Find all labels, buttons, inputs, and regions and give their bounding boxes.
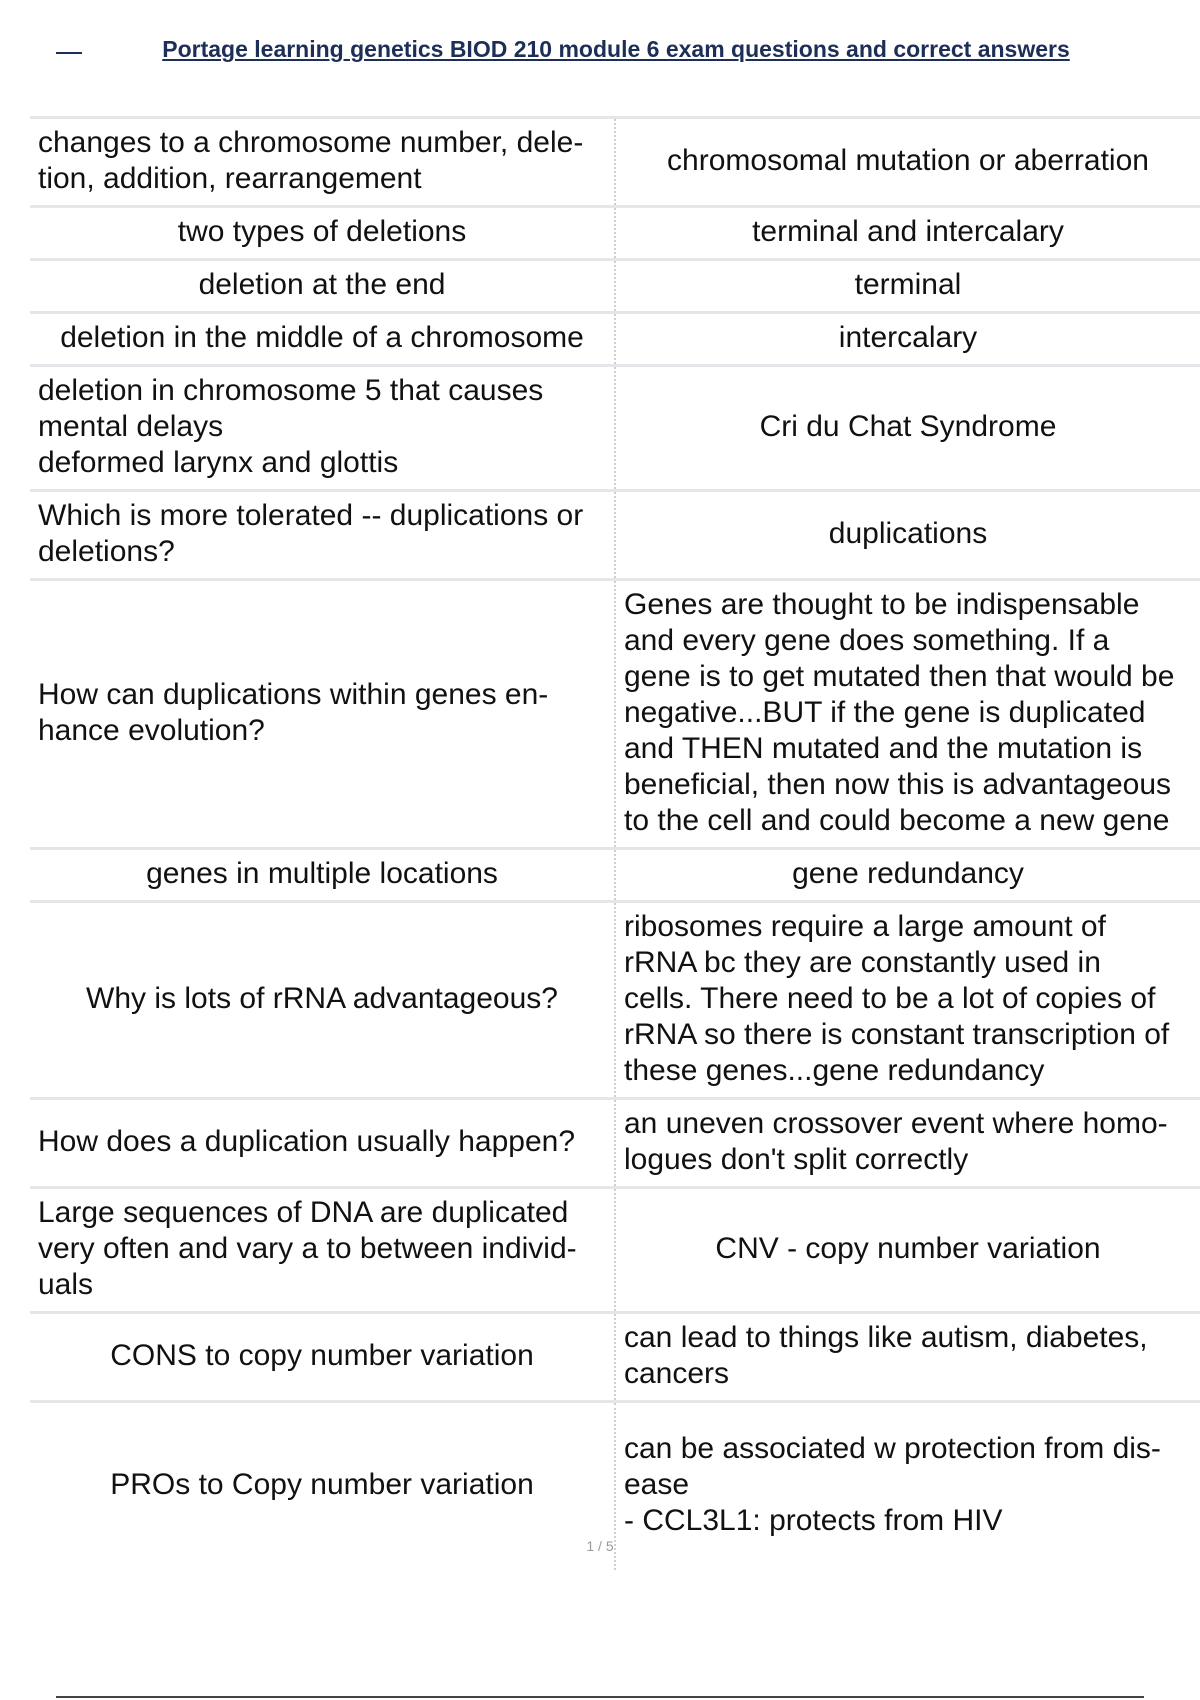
table-row [30,207,1200,260]
table-row [30,902,1200,1099]
table-row [30,366,1200,491]
table-row [30,118,1200,207]
question-cell: How can duplications within genes en- hance evolution? [30,580,615,849]
question-cell: changes to a chromosome number, dele- tion, addition, rearrangement [30,118,615,207]
table-row [30,580,1200,849]
table-row [30,313,1200,366]
answer-cell: intercalary [838,321,978,354]
footer-divider [56,1696,1144,1698]
question-cell: How does a duplication usually happen? [30,1099,615,1188]
answer-cell: CNV - copy number variation [715,1232,1101,1265]
question-cell: Which is more tolerated -- duplications or deletions? [30,491,615,580]
answer-cell: terminal and intercalary [752,215,1064,248]
question-cell: two types of deletions [30,207,615,260]
answer-cell: ribosomes require a large amount of rRNA bc they are constantly used in cells. There need to be a lot of copies of rRNA so there is constant transcription of these genes...gene redundancy [624,910,1170,1087]
question-cell: Why is lots of rRNA advantageous? [30,902,615,1099]
table-row [30,1099,1200,1188]
answer-cell: chromosomal mutation or aberration [667,144,1149,177]
answer-cell: terminal [854,268,962,301]
question-cell: Large sequences of DNA are duplicated very often and vary a to between individ- uals [30,1188,615,1313]
title-strike-mark [56,52,82,54]
answer-cell: an uneven crossover event where homo- logues don't split correctly [624,1107,1168,1176]
qa-table [30,116,1200,1570]
table-row [30,1188,1200,1313]
page-number: 1 / 5 [586,1538,614,1554]
question-cell: CONS to copy number variation [30,1313,615,1402]
table-row [30,1313,1200,1402]
question-cell: genes in multiple locations [30,849,615,902]
question-cell: deletion at the end [30,260,615,313]
question-cell: PROs to Copy number variation [30,1402,615,1570]
answer-cell: duplications [828,517,988,550]
table-row [30,849,1200,902]
answer-cell: can be associated w protection from dis- ease - CCL3L1: protects from HIV [624,1432,1161,1538]
table-row [30,491,1200,580]
answer-cell: gene redundancy [792,857,1024,890]
answer-cell: Cri du Chat Syndrome [759,410,1057,443]
answer-cell: Genes are thought to be indispensable and every gene does something. If a gene is to get mutated then that would be negative...BUT if the gene is duplicated and THEN mutated and the mutation is beneficial, then now this is advantageous to the cell and could become a new gene [624,588,1175,837]
document-title: Portage learning genetics BIOD 210 module 6 exam questions and correct answers [162,36,1070,62]
answer-cell: can lead to things like autism, diabetes, cancers [624,1321,1148,1390]
question-cell: deletion in the middle of a chromosome [30,313,615,366]
table-row [30,260,1200,313]
question-cell: deletion in chromosome 5 that causes mental delays deformed larynx and glottis [30,366,615,491]
